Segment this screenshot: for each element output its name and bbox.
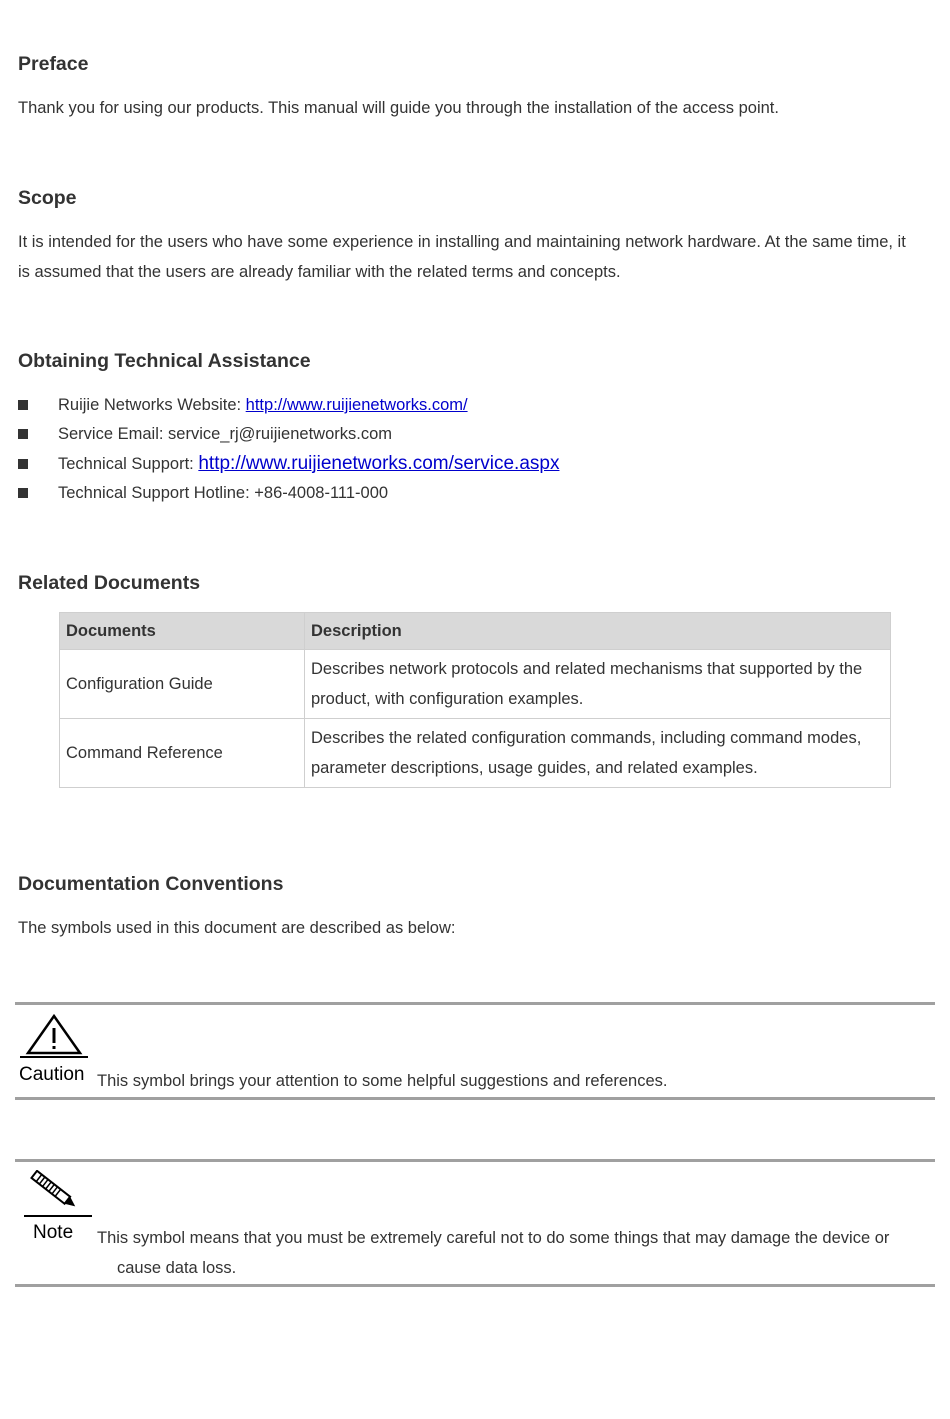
support-label: Technical Support: [58,455,199,473]
description-cell [305,650,891,719]
related-documents-table [59,612,891,788]
bullet-square-icon [18,400,28,410]
note-text-line2: cause data loss. [117,1259,237,1277]
document-cell: Command Reference [60,719,305,788]
bullet-square-icon [18,459,28,469]
bullet-square-icon [18,429,28,439]
pencil-note-icon [22,1170,94,1220]
column-header-documents: Documents [60,613,305,650]
note-text-line1: This symbol means that you must be extremely careful not to do some things that may damage the device or [97,1229,890,1247]
support-link[interactable]: http://www.ruijienetworks.com/service.aspx [198,453,560,474]
caution-label: Caution [19,1064,85,1085]
document-cell: Configuration Guide [60,650,305,719]
hotline-text: Technical Support Hotline: +86-4008-111-000 [58,484,389,502]
conventions-heading: Documentation Conventions [18,873,284,895]
table-row [60,719,891,788]
caution-triangle-icon [18,1013,90,1061]
bullet-square-icon [18,488,28,498]
description-cell [305,719,891,788]
preface-heading: Preface [18,53,89,75]
caution-text: This symbol brings your attention to some helpful suggestions and references. [97,1072,668,1090]
description-line: Describes network protocols and related mechanisms that supported by the [311,660,863,678]
note-bottom-rule [15,1284,935,1287]
table-row [60,650,891,719]
caution-top-rule [15,1002,935,1005]
assistance-heading: Obtaining Technical Assistance [18,350,311,372]
column-header-description: Description [305,613,891,650]
caution-bottom-rule [15,1097,935,1100]
scope-text-line1: It is intended for the users who have some experience in installing and maintaining network hardware. At the same time, it [18,233,906,251]
email-text: Service Email: service_rj@ruijienetworks.com [58,425,393,443]
website-link[interactable]: http://www.ruijienetworks.com/ [245,396,468,414]
conventions-intro: The symbols used in this document are described as below: [18,919,456,937]
scope-text-line2: is assumed that the users are already familiar with the related terms and concepts. [18,263,621,281]
description-line: Describes the related configuration commands, including command modes, [311,729,862,747]
description-line: product, with configuration examples. [311,690,584,708]
preface-text: Thank you for using our products. This manual will guide you through the installation of the access point. [18,99,779,117]
table-header-row [60,613,891,650]
description-line: parameter descriptions, usage guides, and related examples. [311,759,758,777]
scope-heading: Scope [18,187,77,209]
website-label: Ruijie Networks Website: [58,396,246,414]
note-top-rule [15,1159,935,1162]
related-heading: Related Documents [18,572,201,594]
note-label: Note [33,1222,74,1243]
